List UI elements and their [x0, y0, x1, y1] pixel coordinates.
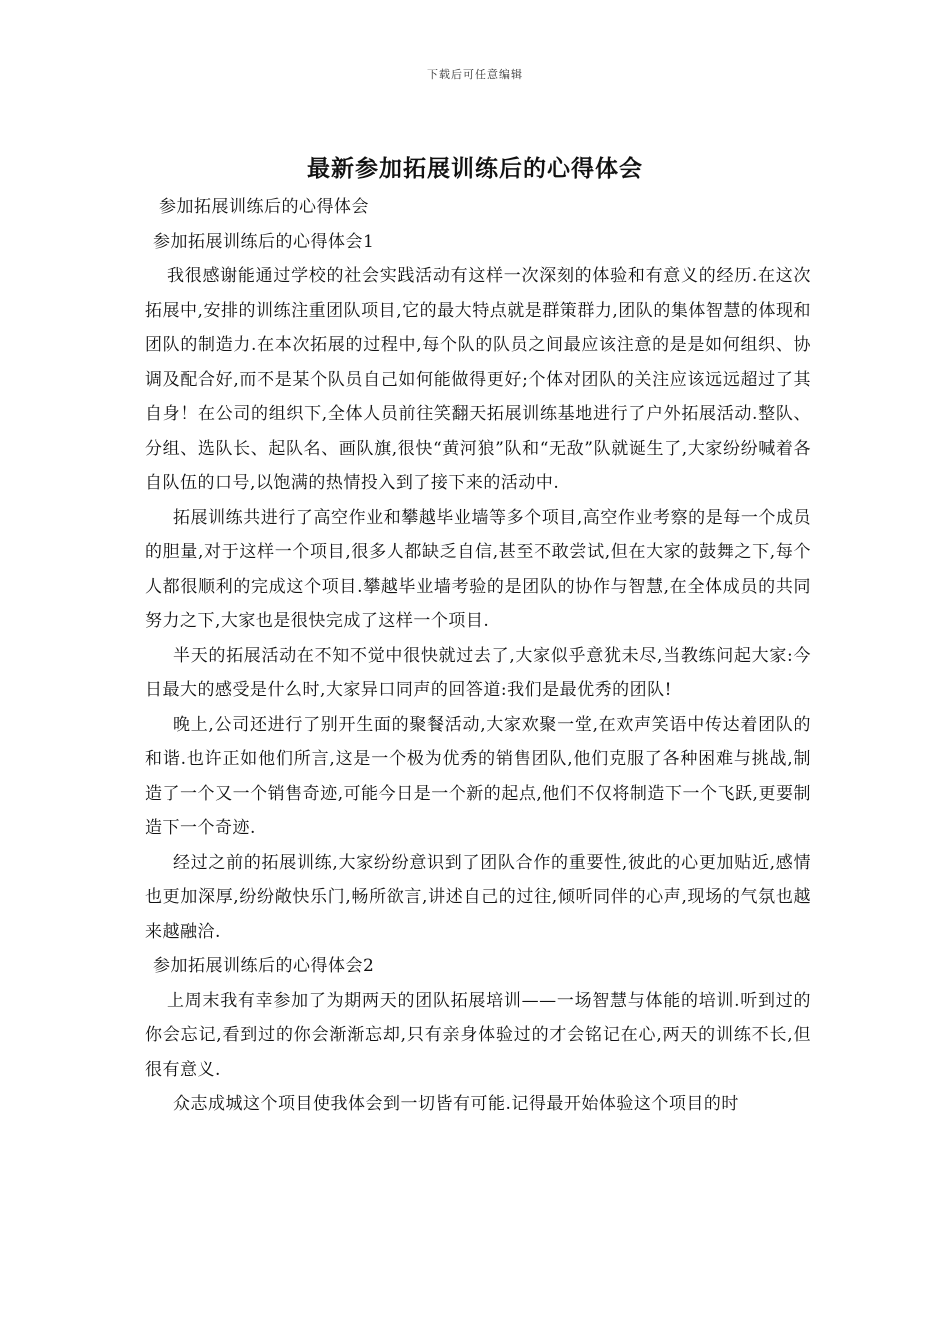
paragraph-1: 我很感谢能通过学校的社会实践活动有这样一次深刻的体验和有意义的经历.在这次拓展中,安排的训练注重团队项目,它的最大特点就是群策群力,团队的集体智慧的体现和团队的制造力.在本次拓展的过程中,每个队的队员之间最应该注意的是是如何组织、协调及配合好,而不是某个队员自己如何能做得更好;个体对团队的关注应该远远超过了其自身！在公司的组织下,全体人员前往笑翻天拓展训练基地进行了户外拓展活动.整队、分组、选队长、起队名、画队旗,很快“黄河狼”队和“无敌”队就诞生了,大家纷纷喊着各自队伍的口号,以饱满的热情投入到了接下来的活动中.: [145, 266, 811, 493]
document-body: [145, 190, 811, 1122]
document-title: 最新参加拓展训练后的心得体会: [307, 156, 643, 182]
paragraph-7: 众志成城这个项目使我体会到一切皆有可能.记得最开始体验这个项目的时: [173, 1094, 739, 1114]
paragraph-3: 半天的拓展活动在不知不觉中很快就过去了,大家似乎意犹未尽,当教练问起大家:今日最大的感受是什么时,大家异口同声的回答道:我们是最优秀的团队!: [145, 645, 811, 700]
section-heading-1: 参加拓展训练后的心得体会1: [153, 231, 375, 252]
header-note: 下载后可任意编辑: [427, 68, 523, 81]
paragraph-6: 上周末我有幸参加了为期两天的团队拓展培训——一场智慧与体能的培训.听到过的你会忘记,看到过的你会渐渐忘却,只有亲身体验过的才会铭记在心,两天的训练不长,但很有意义.: [145, 990, 811, 1080]
paragraph-5: 经过之前的拓展训练,大家纷纷意识到了团队合作的重要性,彼此的心更加贴近,感情也更加深厚,纷纷敞快乐门,畅所欲言,讲述自己的过往,倾听同伴的心声,现场的气氛也越来越融洽.: [145, 852, 811, 942]
paragraph-2: 拓展训练共进行了高空作业和攀越毕业墙等多个项目,高空作业考察的是每一个成员的胆量,对于这样一个项目,很多人都缺乏自信,甚至不敢尝试,但在大家的鼓舞之下,每个人都很顺利的完成这个项目.攀越毕业墙考验的是团队的协作与智慧,在全体成员的共同努力之下,大家也是很快完成了这样一个项目.: [145, 507, 811, 631]
paragraph-4: 晚上,公司还进行了别开生面的聚餐活动,大家欢聚一堂,在欢声笑语中传达着团队的和谐.也许正如他们所言,这是一个极为优秀的销售团队,他们克服了各种困难与挑战,制造了一个又一个销售奇迹,可能今日是一个新的起点,他们不仅将制造下一个飞跃,更要制造下一个奇迹.: [145, 714, 811, 838]
document-subtitle: 参加拓展训练后的心得体会: [159, 197, 369, 217]
section-heading-2: 参加拓展训练后的心得体会2: [153, 956, 375, 976]
